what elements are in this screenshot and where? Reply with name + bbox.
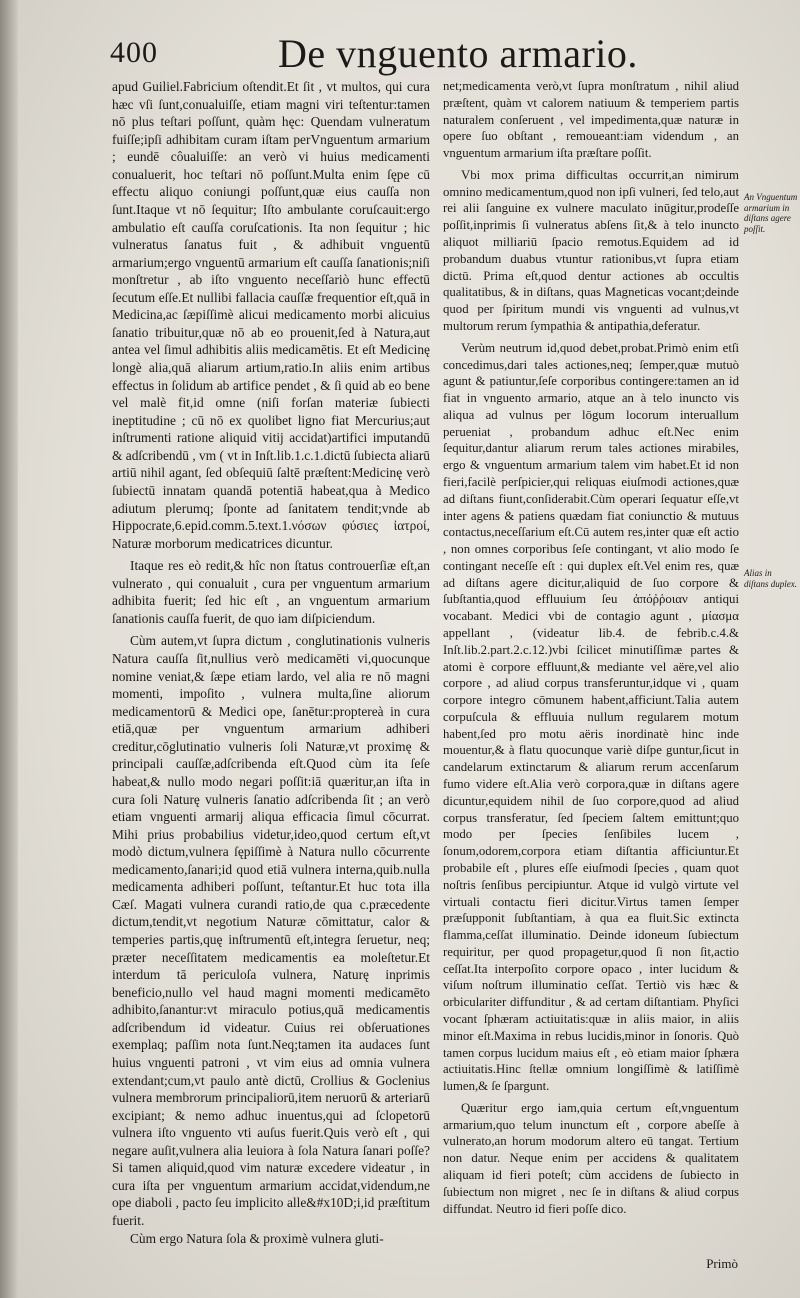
paragraph: Verùm neutrum id,quod debet,probat.Primò enim etſi concedimus,dari tales actiones,neq; ſemper,quæ mutuò agunt & patiuntur,ſeſe corporibus contingere:tamen an id fiat in vnguento armario, atque an à telo inuncto vis aliqua ad vulnus per lōgum locorum interuallum perueniat , probandum adhuc eſt.Nec enim ſequitur,dantur aliarum rerum tales actiones mirabiles, ergo & vnguentum armarium talem vim habet.Et id non fieri,facilè perſpicier,qui reliquas eiuſmodi actiones,quæ ad diſtans fiunt,conſiderabit.Cùm operari ſequatur eſſe,vt inter agens & patiens quædam fiat coniunctio & mutuus contactus,neceſſarium eſt.Cū autem res,inter quæ eſt actio , non omnes corporibus ſeſe contingant, vt alio modo ſe contingant neceſſe eſt : qui duplex eſt.Vel enim res, quæ ad diſtans agere dicitur,aliquid de ſuo corpore & ſubſtantia,quod effluuium ſeu ἀπόῤῥοιαν antiqui vocabant. Medici vbi de contagio agunt , μίασμα appellant , (videatur lib.4. de febrib.c.4.& Inſt.lib.2.part.2.c.12.)vbi ſcilicet minutiſſimæ partes & atomi è corpore effluunt,& mediante vel aëre,vel alio corpore , ad aliud corpus transferuntur,idque vi , quam corpore integro cōmunem habent,afficiunt.Talia autem corpuſcula & effluuia nullum regularem motum habent,ſed pro motu aëris inordinatè hinc inde mouentur,& à flatu quocunque variè diſpe guntur,ſicut in candelarum extinctarum & aliarum rerum accenſarum fumo videre eſt.Alia verò corpora,quæ in diſtans agere dicuntur,equidem nihil de ſuo corpore,quod ad aliud corpus transferatur, ſed ſpeciem ſaltem emittunt;quo modo per ſpecies ſenſibiles lucem , ſonum,odorem,corpora etiam diſtantia afficiuntur.Et probabile eſt , plures eſſe eiuſmodi ſpecies , quam quot noſtris ſenſibus percipiuntur. Atque id vulgò virtute vel virtuali contactu fieri dicitur.Virtus tamen ſemper præſupponit ſubſtantiam, à qua ea fluit.Sic extincta flamma,ceſſat illuminatio. Deinde idoneum ſubiectum requiritur, per quod propagetur,quod ſi non ſit,actio ceſſat.Ita interpoſito corpore opaco , inter lucidum & viſum noſtrum illuminatio ceſſat. Tertiò vis hæc & orbiculariter diffunditur , & ad certam diſtantiam. Phyſici vocant ſphæram actiuitatis:quæ in aliis maior, in aliis minor eſt.Maxima in rebus lucidis,minor in ſonoris. Quò tamen corpus lucidum maius eſt , eò etiam maior ſphæra actiuitatis.Hinc ſtellæ omnium longiſſimè & latiſſimè lumen,& ſe ſpargunt. (443, 340, 739, 1094)
running-title: De vnguento armario. (278, 31, 638, 76)
paragraph: Itaque res eò redit,& hîc non ſtatus controuerſiæ eſt,an vulnerato , qui conualuit , cura per vnguentum armarium adhibita fuerit; ſed hic eſt , an vnguentum armarium ſanationis cauſſa fuerit, de quo iam diſpiciendum. (112, 558, 430, 626)
marginal-note: An Vnguentum armarium in diſtans agere poſſit. (744, 192, 798, 234)
catchword: Primò (706, 1256, 738, 1271)
right-text-column (443, 78, 739, 1217)
page-header (110, 28, 670, 76)
paragraph: Vbi mox prima difficultas occurrit,an nimirum omnino medicamentum,quod non ipſi vulneri, ſed telo,aut rei alii ſanguine ex vulnere maculato inūgitur,prodeſſe poſſit,inprimis ſi vulneratus abſens ſit,& à telo inuncto aliquot milliariū ſpacio remotus.Equidem ad id probandum duabus vtuntur rationibus,vt ſupra etiam dictū. Prima eſt,quod dentur actiones ab occultis qualitatibus, & in diſtans, quas Magneticas vocant;deinde quod per ſpiritum mundi vis vnguenti ad vulnus,vt multorum rerum ſympathia & antipathia,deferatur. (443, 167, 739, 333)
paragraph: Quæritur ergo iam,quia certum eſt,vnguentum armarium,quo telum inunctum eſt , corpore abeſſe à vulnerato,an horum modorum altero eū tangat. Tertium non datur. Neque enim per accidens & qualitatem aliquam id fieri poteſt; cùm accidens de ſubiecto in ſubiectum non migret , nec ſe in diſtans & aliud corpus diffundat. Neutro id fieri poſſe dico. (443, 1100, 739, 1216)
page-gutter-shadow (0, 0, 18, 1298)
page-number: 400 (110, 36, 158, 69)
left-text-column (112, 78, 430, 1247)
marginal-note: Alias in diſtans duplex. (744, 568, 797, 589)
paragraph: Cùm ergo Natura ſola & proximè vulnera gluti- (130, 1230, 384, 1246)
paragraph: apud Guiliel.Fabricium oſtendit.Et ſit , vt multos, qui cura hæc vſi ſunt,conualuiſſe, etiam magni viri teſtentur:tamen nō plus teſtari poſſunt, quàm hęc: Quendam vulneratum fuiſſe;ipſi adhibitam curam iſtam perVnguentum armarium ; eundē côualuiſſe: an verò vi huius medicamenti conualuerit, hoc teſtari nō poſſunt.Multa enim ſępe cū effectu aliquo coniungi poſſunt,quæ eius cauſſa non ſunt.Itaque vt nō ſequitur; Iſto ambulante coruſcauit:ergo ambulatio eſt cauſſa coruſcationis. Ita non ſequitur ; hic vulneratus ſanatus fuit , & adhibuit vnguentū armarium;ergo vnguentū armarium eſt cauſſa ſanationis;niſi monſtretur , ab iſto vnguento neceſſariò hunc effectū ſecutum eſſe.Et nullibi fallacia cauſſæ frequentior eſt,quā in Medicina,ac ſæpiſſimè alicui medicamento morbi alicuius ſanatio tribuitur,quæ nō ab eo prouenit,ſed à Natura,aut antea vel ſimul adhibitis aliis medicamētis. Et eſt Medicinę longè alia,quā aliarum artium,ratio.In aliis enim artibus effectus in ſolidum ab artifice pendet , & ſi quid ab eo bene vel malè fit,id omne (niſi forſan materiæ ſubiecti ineptitudine ; cū nō ex quolibet ligno fiat Mercurius;aut inſtrumenti ratione aliquid vitij accidat)artifici imputandū & adſcribendū , vm ( vt in Inſt.lib.1.c.1.dictū ſubiecta aliarū artiū nihil agant, ſed obſequiū ſaltē præſtent:Medicinę verò ſubiectū innatam quandā potentiā habeat,qua à Medico adiutum plerumq; ſponte ad ſanitatem tendit;vnde ab Hippocrate,6.epid.comm.5.text.1.νόσων φύσιες ἰατροί, Naturæ morborum medicatrices dicuntur. (112, 79, 430, 551)
paragraph: Cùm autem,vt ſupra dictum , conglutinationis vulneris Natura cauſſa ſit,nullius verò medicamēti vi,quocunque nomine veniat,& ſæpe etiam lardo, vel alia re nō magni momenti, impoſito , vulnera multa,ſine aliorum medicamentorū & Medici ope, ſanētur:proptereà in cura etiā,quæ per vnguentum armarium adhiberi creditur,cōglutinatio vulneris ſoli Naturæ,vt proximę & principali cauſſæ,adſcribenda eſt.Quod cùm ita ſeſe habeat,& nullo modo negari poſſit:iā quæritur,an iſta in cura ſoli Naturę vulneris ſanatio adſcribenda ſit ; an verò etiam vnguenti armarij aliqua efficacia ſimul cōcurrat. Mihi prius probabilius videtur,ideo,quod certum eſt,vt modò dictum,vulnera ſępiſſimè à Natura nullo cōcurrente medicamento,ſanari;id quod etiā vulnera interna,quib.nulla medicamenta adhiberi poſſunt, teſtantur.Et huc tota illa Cæſ. Magati vulnera curandi ratio,de qua c.præcedente dictum,tendit,vt negotium Naturæ cōmittatur, calor & temperies partis,quę inſtrumentū eſt,integra ſeruetur, neq; præter neceſſitatem medicamentis ea moleſtetur.Et interdum tā periculoſa vulnera, Naturę inprimis beneficio,nullo vel haud magni momenti medicamēto adhibito,ſanantur:vt miraculo potius,quā medicamentis adſcribendum id videatur. Cuius rei obſeruationes exemplaq; paſſim nota ſunt.Neq;tamen ita audaces ſunt huius vnguenti patroni , vt vim eius ad omnia vulnera extendant;cum,vt paulo antè dictū, Crollius & Goclenius vulnera membrorum principaliorū,item neruorū & arteriarū excipiant; & nemo adhuc inuentus,qui ad ſclopetorū vulnera iſto vnguento vti auſus fuerit.Quis verò eſt , qui negare auſit,vulnera alia leuiora à ſola Natura ſanari poſſe?Si tamen aliquid,quod vim naturæ excedere videatur , in cura iſta per vnguentum armarium accidat,videndum,ne ope diaboli , pacto ſeu implicito alle&#x10D;i,id præſtitum fuerit. (112, 633, 430, 1228)
paragraph: net;medicamenta verò,vt ſupra monſtratum , nihil aliud præſtent, quàm vt calorem natiuum & temperiem partis naturalem conſeruent , vel impedimenta,quæ naturæ in opere ſuo obſtant , remoueant:iam videndum , an vnguentum armarium iſta præſtare poſſit. (443, 79, 739, 161)
